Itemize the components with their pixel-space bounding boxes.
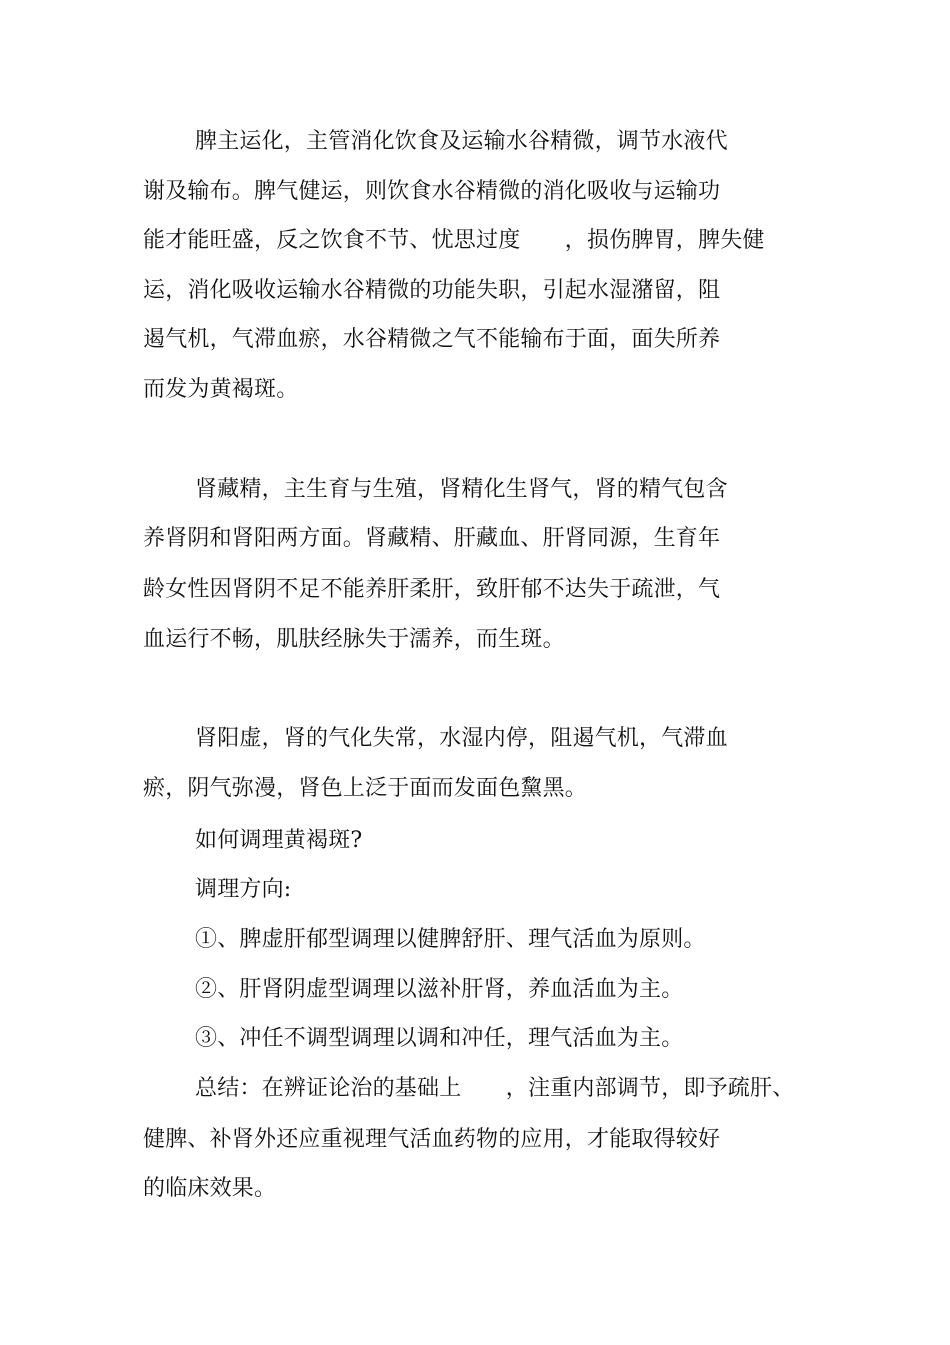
paragraph-1-line-1: 脾主运化，主管消化饮食及运输水谷精微，调节水液代 [195,129,728,154]
question-heading: 如何调理黄褐斑? [195,828,363,853]
paragraph-1-line-3: 能才能旺盛，反之饮食不节、忧思过度 ，损伤脾胃，脾失健 [143,228,765,253]
list-item-3: ③、冲任不调型调理以调和冲任，理气活血为主。 [195,1026,684,1051]
paragraph-3-line-2: 瘀，阴气弥漫，肾色上泛于面而发面色黧黑。 [143,776,588,801]
list-item-2: ②、肝肾阴虚型调理以滋补肝肾，养血活血为主。 [195,977,684,1002]
paragraph-2-line-4: 血运行不畅，肌肤经脉失于濡养，而生斑。 [143,627,565,652]
paragraph-1-line-6: 而发为黄褐斑。 [143,377,299,402]
paragraph-2-line-3: 龄女性因肾阴不足不能养肝柔肝，致肝郁不达失于疏泄，气 [143,577,721,602]
list-item-1: ①、脾虚肝郁型调理以健脾舒肝、理气活血为原则。 [195,927,706,952]
paragraph-1-line-4: 运，消化吸收运输水谷精微的功能失职，引起水湿潴留，阻 [143,278,721,303]
paragraph-2-line-2: 养肾阴和肾阳两方面。肾藏精、肝藏血、肝肾同源，生育年 [143,526,721,551]
direction-heading: 调理方向: [195,877,292,902]
summary-line-1: 总结：在辨证论治的基础上 ，注重内部调节，即予疏肝、 [195,1076,795,1101]
summary-line-2: 健脾、补肾外还应重视理气活血药物的应用，才能取得较好 [143,1127,721,1152]
paragraph-1-line-5: 遏气机，气滞血瘀，水谷精微之气不能输布于面，面失所养 [143,327,721,352]
paragraph-1-line-2: 谢及输布。脾气健运，则饮食水谷精微的消化吸收与运输功 [143,179,721,204]
summary-line-3: 的临床效果。 [143,1176,277,1201]
paragraph-2-line-1: 肾藏精，主生育与生殖，肾精化生肾气，肾的精气包含 [195,477,728,502]
paragraph-3-line-1: 肾阳虚，肾的气化失常，水湿内停，阻遏气机，气滞血 [195,726,728,751]
